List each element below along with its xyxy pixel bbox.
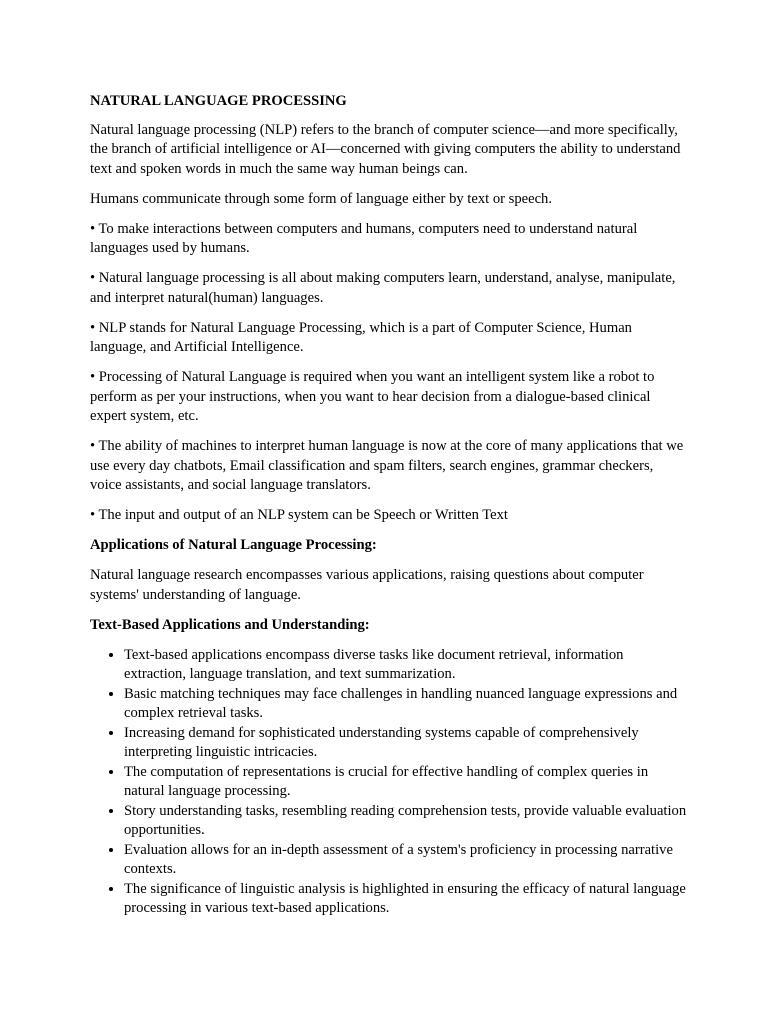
list-item: • Increasing demand for sophisticated understanding systems capable of comprehensively interpreting linguistic intricacies. <box>124 724 688 763</box>
text-based-list <box>90 646 688 919</box>
point-paragraph: • Processing of Natural Language is required when you want an intelligent system like a robot to perform as per your instructions, when you want to hear decision from a dialogue-based clinical expert system, etc. <box>90 369 655 424</box>
point-paragraph: • Natural language processing is all about making computers learn, understand, analyse, manipulate, and interpret natural(human) languages. <box>90 270 676 306</box>
applications-heading: Applications of Natural Language Processing: <box>90 537 377 553</box>
humans-paragraph: Humans communicate through some form of language either by text or speech. <box>90 190 552 207</box>
text-based-heading: Text-Based Applications and Understanding: <box>90 616 370 633</box>
list-item: • Text-based applications encompass diverse tasks like document retrieval, information extraction, language translation, and text summarization. <box>124 646 688 685</box>
document-title: NATURAL LANGUAGE PROCESSING <box>90 93 347 109</box>
list-item: • Basic matching techniques may face challenges in handling nuanced language expressions and complex retrieval tasks. <box>124 685 688 724</box>
list-item: • The computation of representations is crucial for effective handling of complex queries in natural language processing. <box>124 763 688 802</box>
point-paragraph: • The input and output of an NLP system can be Speech or Written Text <box>90 507 508 523</box>
list-item: • Evaluation allows for an in-depth assessment of a system's proficiency in processing narrative contexts. <box>124 841 688 880</box>
intro-paragraph: Natural language processing (NLP) refers to the branch of computer science—and more specifically, the branch of artificial intelligence or AI—concerned with giving computers the ability to understand text and spoken words in much the same way human beings can. <box>90 121 681 177</box>
point-paragraph: • NLP stands for Natural Language Processing, which is a part of Computer Science, Human language, and Artificial Intelligence. <box>90 319 632 355</box>
point-paragraph: • To make interactions between computers and humans, computers need to understand natural languages used by humans. <box>90 220 638 256</box>
point-paragraph: • The ability of machines to interpret human language is now at the core of many applications that we use every day chatbots, Email classification and spam filters, search engines, grammar checkers, voice assistants, and social language translators. <box>90 438 684 493</box>
list-item: • The significance of linguistic analysis is highlighted in ensuring the efficacy of natural language processing in various text-based applications. <box>124 880 688 919</box>
list-item: • Story understanding tasks, resembling reading comprehension tests, provide valuable evaluation opportunities. <box>124 802 688 841</box>
applications-paragraph: Natural language research encompasses various applications, raising questions about computer systems' understanding of language. <box>90 567 644 603</box>
